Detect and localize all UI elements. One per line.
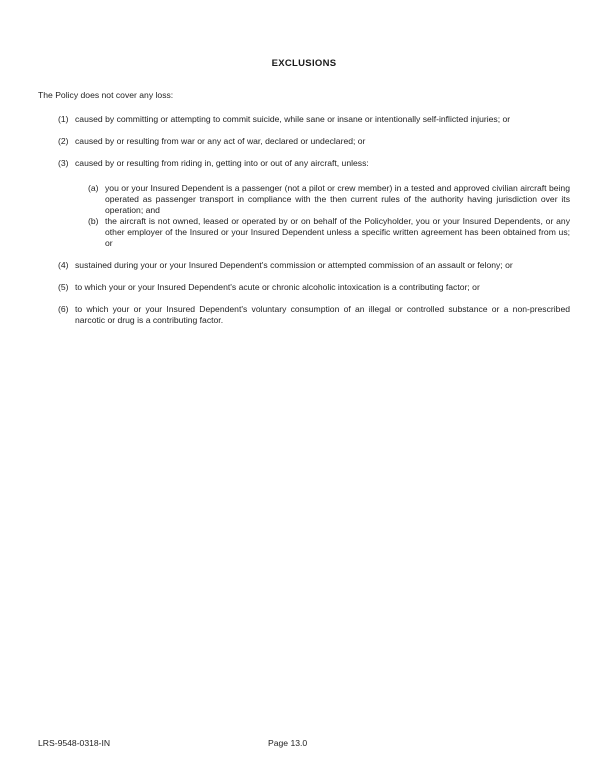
item-text: to which your or your Insured Dependent's acute or chronic alcoholic intoxication is a contributing factor; or [75, 282, 480, 292]
exclusion-item-2 [58, 136, 570, 147]
item-marker: (5) [58, 282, 69, 292]
exclusion-item-1 [58, 114, 570, 125]
item-text: caused by committing or attempting to commit suicide, while sane or insane or intentionally self-inflicted injuries; or [75, 114, 511, 124]
page-number: Page 13.0 [268, 738, 308, 748]
exclusion-item-5 [58, 282, 570, 293]
exclusion-subitem-b [88, 216, 570, 249]
subitem-text: you or your Insured Dependent is a passenger (not a pilot or crew member) in a tested and approved civilian aircraft being operated as passenger transport in compliance with the then current rules of the authority having jurisdiction over its operation; and [105, 183, 570, 215]
item-text: caused by or resulting from war or any act of war, declared or undeclared; or [75, 136, 366, 146]
exclusion-3-sublist [75, 183, 570, 249]
page-title: EXCLUSIONS [271, 58, 337, 69]
item-text: sustained during your or your Insured Dependent's commission or attempted commission of an assault or felony; or [75, 260, 513, 270]
intro-text: The Policy does not cover any loss: [38, 90, 174, 100]
item-marker: (4) [58, 260, 69, 270]
exclusion-subitem-a [88, 183, 570, 216]
subitem-marker: (a) [88, 183, 99, 193]
subitem-text: the aircraft is not owned, leased or operated by or on behalf of the Policyholder, you or your Insured Dependents, or any other employer of the Insured or your Insured Dependent unless a specific written agreement has been obtained from us; or [105, 216, 570, 248]
exclusion-item-3 [58, 158, 570, 249]
exclusion-item-4 [58, 260, 570, 271]
item-marker: (2) [58, 136, 69, 146]
item-marker: (1) [58, 114, 69, 124]
item-text: caused by or resulting from riding in, getting into or out of any aircraft, unless: [75, 158, 369, 168]
exclusions-list [38, 114, 570, 326]
item-marker: (3) [58, 158, 69, 168]
item-marker: (6) [58, 304, 69, 314]
item-text: to which your or your Insured Dependent's voluntary consumption of an illegal or controlled substance or a non-prescribed narcotic or drug is a contributing factor. [75, 304, 570, 325]
exclusion-item-6 [58, 304, 570, 326]
subitem-marker: (b) [88, 216, 99, 226]
form-code: LRS-9548-0318-IN [38, 738, 111, 748]
